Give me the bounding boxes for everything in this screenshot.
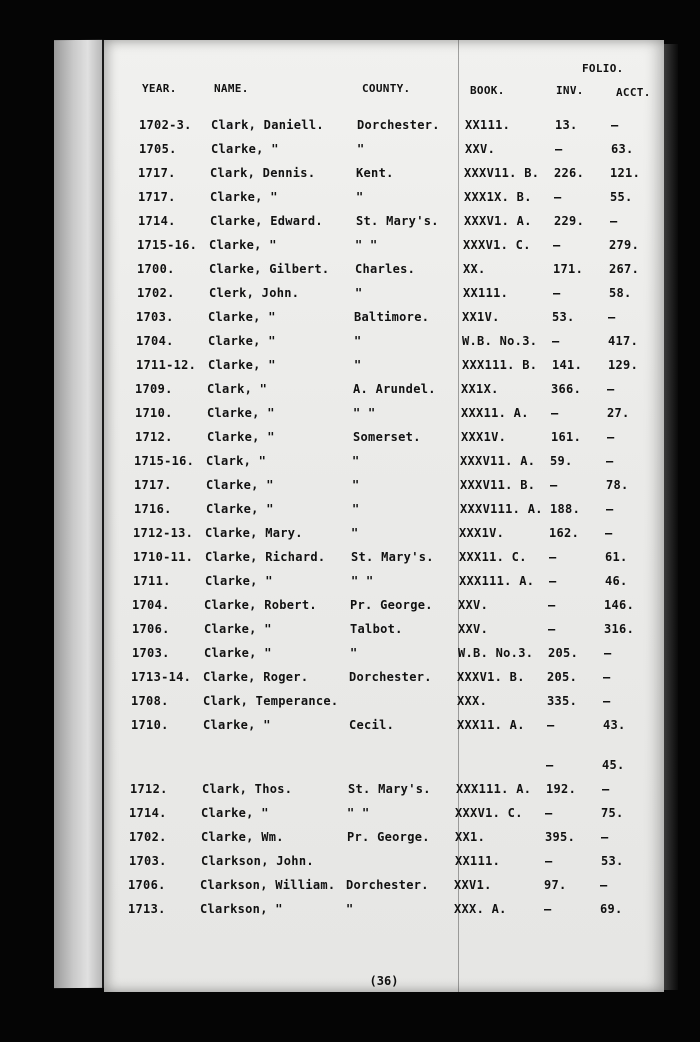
row-18-book: XXX1V. xyxy=(459,526,505,540)
row-5-name: Clarke, Edward. xyxy=(210,214,323,228)
row-10-book: W.B. No.3. xyxy=(462,334,538,348)
row-2-year: 1705. xyxy=(139,142,177,156)
folio-header: FOLIO. xyxy=(582,62,624,75)
row-33-county: " xyxy=(346,902,354,916)
row-32-book: XXV1. xyxy=(454,878,492,892)
row-18-county: " xyxy=(351,526,359,540)
row-25-book: XXX. xyxy=(457,694,488,708)
book-header: BOOK. xyxy=(470,84,505,97)
row-25-name: Clark, Temperance. xyxy=(203,694,339,708)
row-21-county: Pr. George. xyxy=(350,598,433,612)
row-8-name: Clerk, John. xyxy=(209,286,300,300)
row-11-county: " xyxy=(354,358,362,372)
row-24-county: Dorchester. xyxy=(349,670,432,684)
row-15-county: " xyxy=(352,454,360,468)
row-11-inv: 141. xyxy=(552,358,583,372)
row-4-acct: 55. xyxy=(610,190,633,204)
row-18-acct: — xyxy=(605,526,613,540)
row-17-year: 1716. xyxy=(134,502,172,516)
row-29-name: Clarke, " xyxy=(201,806,269,820)
row-2-county: " xyxy=(357,142,365,156)
row-1-book: XX111. xyxy=(465,118,511,132)
row-30-name: Clarke, Wm. xyxy=(201,830,284,844)
column-divider xyxy=(458,40,459,992)
row-3-book: XXXV11. B. xyxy=(464,166,540,180)
row-27-acct: 45. xyxy=(602,758,625,772)
row-1-name: Clark, Daniell. xyxy=(211,118,324,132)
row-20-year: 1711. xyxy=(133,574,171,588)
row-7-inv: 171. xyxy=(553,262,584,276)
row-11-book: XXX111. B. xyxy=(462,358,538,372)
row-4-year: 1717. xyxy=(138,190,176,204)
row-26-acct: 43. xyxy=(603,718,626,732)
row-7-acct: 267. xyxy=(609,262,640,276)
row-9-inv: 53. xyxy=(552,310,575,324)
row-23-book: W.B. No.3. xyxy=(458,646,534,660)
row-20-county: " " xyxy=(351,574,374,588)
row-7-year: 1700. xyxy=(137,262,175,276)
row-30-acct: — xyxy=(601,830,609,844)
row-29-inv: — xyxy=(545,806,553,820)
row-6-inv: — xyxy=(553,238,561,252)
row-2-book: XXV. xyxy=(465,142,496,156)
row-18-name: Clarke, Mary. xyxy=(205,526,303,540)
row-4-inv: — xyxy=(554,190,562,204)
row-7-name: Clarke, Gilbert. xyxy=(209,262,330,276)
row-11-name: Clarke, " xyxy=(208,358,276,372)
row-22-year: 1706. xyxy=(132,622,170,636)
row-5-acct: — xyxy=(610,214,618,228)
row-21-acct: 146. xyxy=(604,598,635,612)
row-9-name: Clarke, " xyxy=(208,310,276,324)
row-30-book: XX1. xyxy=(455,830,486,844)
row-32-inv: 97. xyxy=(544,878,567,892)
row-10-acct: 417. xyxy=(608,334,639,348)
row-27-inv: — xyxy=(546,758,554,772)
row-28-name: Clark, Thos. xyxy=(202,782,293,796)
row-2-acct: 63. xyxy=(611,142,634,156)
row-4-book: XXX1X. B. xyxy=(464,190,532,204)
row-13-year: 1710. xyxy=(135,406,173,420)
row-16-inv: — xyxy=(550,478,558,492)
row-7-county: Charles. xyxy=(355,262,416,276)
binding-strip xyxy=(54,40,106,988)
row-9-year: 1703. xyxy=(136,310,174,324)
row-31-acct: 53. xyxy=(601,854,624,868)
page-number: (36) xyxy=(369,974,399,988)
row-25-acct: — xyxy=(603,694,611,708)
row-32-year: 1706. xyxy=(128,878,166,892)
row-9-county: Baltimore. xyxy=(354,310,430,324)
row-10-year: 1704. xyxy=(136,334,174,348)
inv-header: INV. xyxy=(556,84,584,97)
row-3-year: 1717. xyxy=(138,166,176,180)
row-30-inv: 395. xyxy=(545,830,576,844)
row-24-inv: 205. xyxy=(547,670,578,684)
row-25-year: 1708. xyxy=(131,694,169,708)
row-6-book: XXXV1. C. xyxy=(463,238,531,252)
row-9-book: XX1V. xyxy=(462,310,500,324)
row-33-name: Clarkson, " xyxy=(200,902,283,916)
row-19-name: Clarke, Richard. xyxy=(205,550,326,564)
row-22-inv: — xyxy=(548,622,556,636)
row-19-county: St. Mary's. xyxy=(351,550,434,564)
row-16-acct: 78. xyxy=(606,478,629,492)
row-24-acct: — xyxy=(603,670,611,684)
row-23-county: " xyxy=(350,646,358,660)
row-13-acct: 27. xyxy=(607,406,630,420)
row-32-county: Dorchester. xyxy=(346,878,429,892)
row-21-inv: — xyxy=(548,598,556,612)
row-31-year: 1703. xyxy=(129,854,167,868)
row-23-acct: — xyxy=(604,646,612,660)
row-16-name: Clarke, " xyxy=(206,478,274,492)
page-edge-shadow xyxy=(664,44,678,990)
county-header: COUNTY. xyxy=(362,82,411,95)
row-12-book: XX1X. xyxy=(461,382,499,396)
row-26-year: 1710. xyxy=(131,718,169,732)
row-10-inv: — xyxy=(552,334,560,348)
row-1-inv: 13. xyxy=(555,118,578,132)
row-13-county: " " xyxy=(353,406,376,420)
row-13-inv: — xyxy=(551,406,559,420)
row-22-book: XXV. xyxy=(458,622,489,636)
row-25-inv: 335. xyxy=(547,694,578,708)
row-21-name: Clarke, Robert. xyxy=(204,598,317,612)
row-5-book: XXXV1. A. xyxy=(464,214,532,228)
row-12-inv: 366. xyxy=(551,382,582,396)
row-31-book: XX111. xyxy=(455,854,501,868)
row-3-inv: 226. xyxy=(554,166,585,180)
row-21-year: 1704. xyxy=(132,598,170,612)
row-15-book: XXXV11. A. xyxy=(460,454,536,468)
row-6-year: 1715-16. xyxy=(137,238,198,252)
row-19-acct: 61. xyxy=(605,550,628,564)
row-10-county: " xyxy=(354,334,362,348)
row-22-acct: 316. xyxy=(604,622,635,636)
row-20-inv: — xyxy=(549,574,557,588)
row-32-name: Clarkson, William. xyxy=(200,878,336,892)
row-24-year: 1713-14. xyxy=(131,670,192,684)
row-31-name: Clarkson, John. xyxy=(201,854,314,868)
row-6-acct: 279. xyxy=(609,238,640,252)
row-21-book: XXV. xyxy=(458,598,489,612)
row-23-year: 1703. xyxy=(132,646,170,660)
row-20-name: Clarke, " xyxy=(205,574,273,588)
row-5-year: 1714. xyxy=(138,214,176,228)
row-17-inv: 188. xyxy=(550,502,581,516)
row-14-acct: — xyxy=(607,430,615,444)
row-16-book: XXXV11. B. xyxy=(460,478,536,492)
row-4-county: " xyxy=(356,190,364,204)
row-2-inv: — xyxy=(555,142,563,156)
row-19-book: XXX11. C. xyxy=(459,550,527,564)
row-30-year: 1702. xyxy=(129,830,167,844)
row-26-book: XXX11. A. xyxy=(457,718,525,732)
row-17-acct: — xyxy=(606,502,614,516)
row-6-name: Clarke, " xyxy=(209,238,277,252)
row-20-acct: 46. xyxy=(605,574,628,588)
row-3-county: Kent. xyxy=(356,166,394,180)
row-14-book: XXX1V. xyxy=(461,430,507,444)
row-28-acct: — xyxy=(602,782,610,796)
name-header: NAME. xyxy=(214,82,249,95)
row-16-county: " xyxy=(352,478,360,492)
acct-header: ACCT. xyxy=(616,86,651,99)
row-4-name: Clarke, " xyxy=(210,190,278,204)
row-5-inv: 229. xyxy=(554,214,585,228)
row-33-book: XXX. A. xyxy=(454,902,507,916)
row-17-name: Clarke, " xyxy=(206,502,274,516)
row-14-year: 1712. xyxy=(135,430,173,444)
row-33-inv: — xyxy=(544,902,552,916)
row-28-county: St. Mary's. xyxy=(348,782,431,796)
row-3-name: Clark, Dennis. xyxy=(210,166,316,180)
row-28-inv: 192. xyxy=(546,782,577,796)
row-15-name: Clark, " xyxy=(206,454,267,468)
row-26-inv: — xyxy=(547,718,555,732)
row-15-inv: 59. xyxy=(550,454,573,468)
row-20-book: XXX111. A. xyxy=(459,574,535,588)
row-1-county: Dorchester. xyxy=(357,118,440,132)
row-26-name: Clarke, " xyxy=(203,718,271,732)
row-17-county: " xyxy=(352,502,360,516)
row-14-county: Somerset. xyxy=(353,430,421,444)
year-header: YEAR. xyxy=(142,82,177,95)
row-23-name: Clarke, " xyxy=(204,646,272,660)
row-1-acct: — xyxy=(611,118,619,132)
row-18-inv: 162. xyxy=(549,526,580,540)
ledger-page xyxy=(104,40,664,992)
row-6-county: " " xyxy=(355,238,378,252)
row-15-acct: — xyxy=(606,454,614,468)
row-14-name: Clarke, " xyxy=(207,430,275,444)
row-29-year: 1714. xyxy=(129,806,167,820)
row-16-year: 1717. xyxy=(134,478,172,492)
row-33-year: 1713. xyxy=(128,902,166,916)
row-12-acct: — xyxy=(607,382,615,396)
row-30-county: Pr. George. xyxy=(347,830,430,844)
row-9-acct: — xyxy=(608,310,616,324)
row-28-book: XXX111. A. xyxy=(456,782,532,796)
row-33-acct: 69. xyxy=(600,902,623,916)
row-23-inv: 205. xyxy=(548,646,579,660)
row-32-acct: — xyxy=(600,878,608,892)
row-29-book: XXXV1. C. xyxy=(455,806,523,820)
row-28-year: 1712. xyxy=(130,782,168,796)
row-13-book: XXX11. A. xyxy=(461,406,529,420)
row-22-name: Clarke, " xyxy=(204,622,272,636)
row-11-year: 1711-12. xyxy=(136,358,197,372)
row-19-inv: — xyxy=(549,550,557,564)
row-29-acct: 75. xyxy=(601,806,624,820)
row-10-name: Clarke, " xyxy=(208,334,276,348)
row-8-book: XX111. xyxy=(463,286,509,300)
row-13-name: Clarke, " xyxy=(207,406,275,420)
row-12-name: Clark, " xyxy=(207,382,268,396)
row-15-year: 1715-16. xyxy=(134,454,195,468)
row-12-year: 1709. xyxy=(135,382,173,396)
row-3-acct: 121. xyxy=(610,166,641,180)
row-5-county: St. Mary's. xyxy=(356,214,439,228)
row-7-book: XX. xyxy=(463,262,486,276)
row-18-year: 1712-13. xyxy=(133,526,194,540)
row-24-book: XXXV1. B. xyxy=(457,670,525,684)
row-29-county: " " xyxy=(347,806,370,820)
row-8-inv: — xyxy=(553,286,561,300)
row-2-name: Clarke, " xyxy=(211,142,279,156)
row-24-name: Clarke, Roger. xyxy=(203,670,309,684)
row-8-acct: 58. xyxy=(609,286,632,300)
row-8-county: " xyxy=(355,286,363,300)
row-11-acct: 129. xyxy=(608,358,639,372)
row-17-book: XXXV111. A. xyxy=(460,502,543,516)
row-14-inv: 161. xyxy=(551,430,582,444)
row-22-county: Talbot. xyxy=(350,622,403,636)
row-12-county: A. Arundel. xyxy=(353,382,436,396)
row-19-year: 1710-11. xyxy=(133,550,194,564)
row-31-inv: — xyxy=(545,854,553,868)
row-1-year: 1702-3. xyxy=(139,118,192,132)
row-8-year: 1702. xyxy=(137,286,175,300)
row-26-county: Cecil. xyxy=(349,718,395,732)
